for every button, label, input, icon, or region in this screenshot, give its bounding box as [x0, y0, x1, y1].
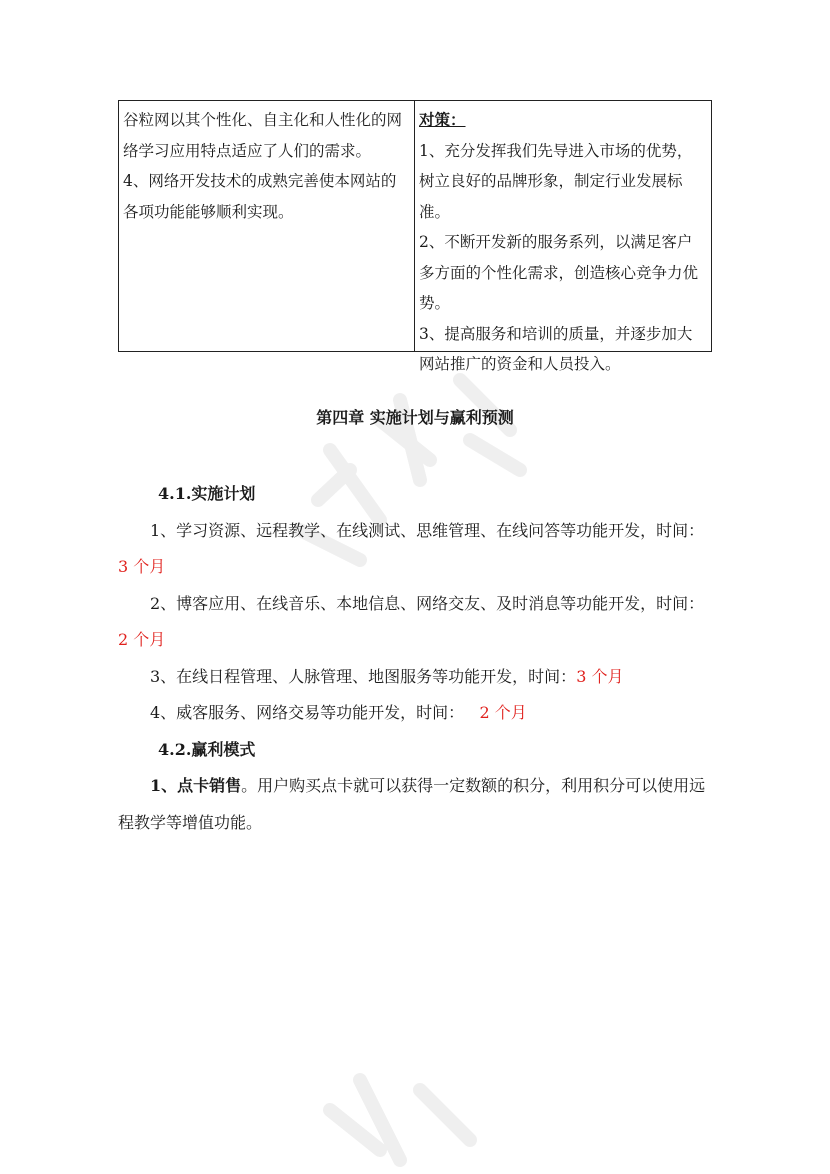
- plan-item-3-time: 3 个月: [576, 666, 624, 686]
- plan-item-2-time: 2 个月: [118, 630, 166, 649]
- strengths-text-2: 4、网络开发技术的成熟完善使本网站的各项功能能够顺利实现。: [123, 172, 397, 221]
- plan-item-1-text: 1、学习资源、远程教学、在线测试、思维管理、在线问答等功能开发，时间：: [150, 520, 705, 540]
- table-cell-strategy: [415, 101, 711, 373]
- plan-item-2-text: 2、博客应用、在线音乐、本地信息、网络交友、及时消息等功能开发，时间：: [150, 593, 705, 613]
- plan-item-3-text: 3、在线日程管理、人脉管理、地图服务等功能开发，时间：: [150, 666, 577, 686]
- table-cell-strengths: [119, 101, 415, 351]
- strategy-item-1: 1、充分发挥我们先导进入市场的优势，树立良好的品牌形象，制定行业发展标准。: [419, 141, 693, 221]
- plan-item-4-text: 4、威客服务、网络交易等功能开发，时间：: [150, 703, 465, 722]
- profit-paragraph: [118, 768, 712, 841]
- section-heading-plan: 4.1.实施计划: [158, 484, 256, 503]
- profit-text: 。用户购买点卡就可以获得一定数额的积分，利用积分可以使用远程教学等增值功能。: [118, 776, 706, 832]
- strategy-heading: 对策：: [419, 110, 466, 129]
- plan-item-2: [118, 586, 712, 659]
- document-body: [118, 476, 712, 841]
- plan-item-4-time: 2 个月: [479, 703, 527, 722]
- chapter-title: 第四章 实施计划与赢利预测: [316, 408, 514, 427]
- strategy-item-3: 3、提高服务和培训的质量，并逐步加大网站推广的资金和人员投入。: [419, 324, 693, 373]
- plan-item-3: [118, 659, 712, 696]
- plan-item-1: [118, 513, 712, 586]
- strategy-table: [118, 100, 712, 373]
- plan-item-1-time: 3 个月: [118, 557, 166, 576]
- strengths-text-1: 谷粒网以其个性化、自主化和人性化的网络学习应用特点适应了人们的需求。: [123, 111, 403, 160]
- profit-bold-label: 1、点卡销售: [150, 776, 242, 795]
- plan-item-4: [118, 695, 712, 732]
- section-heading-profit: 4.2.赢利模式: [158, 739, 256, 759]
- strategy-item-2: 2、不断开发新的服务系列，以满足客户多方面的个性化需求，创造核心竞争力优势。: [419, 233, 699, 312]
